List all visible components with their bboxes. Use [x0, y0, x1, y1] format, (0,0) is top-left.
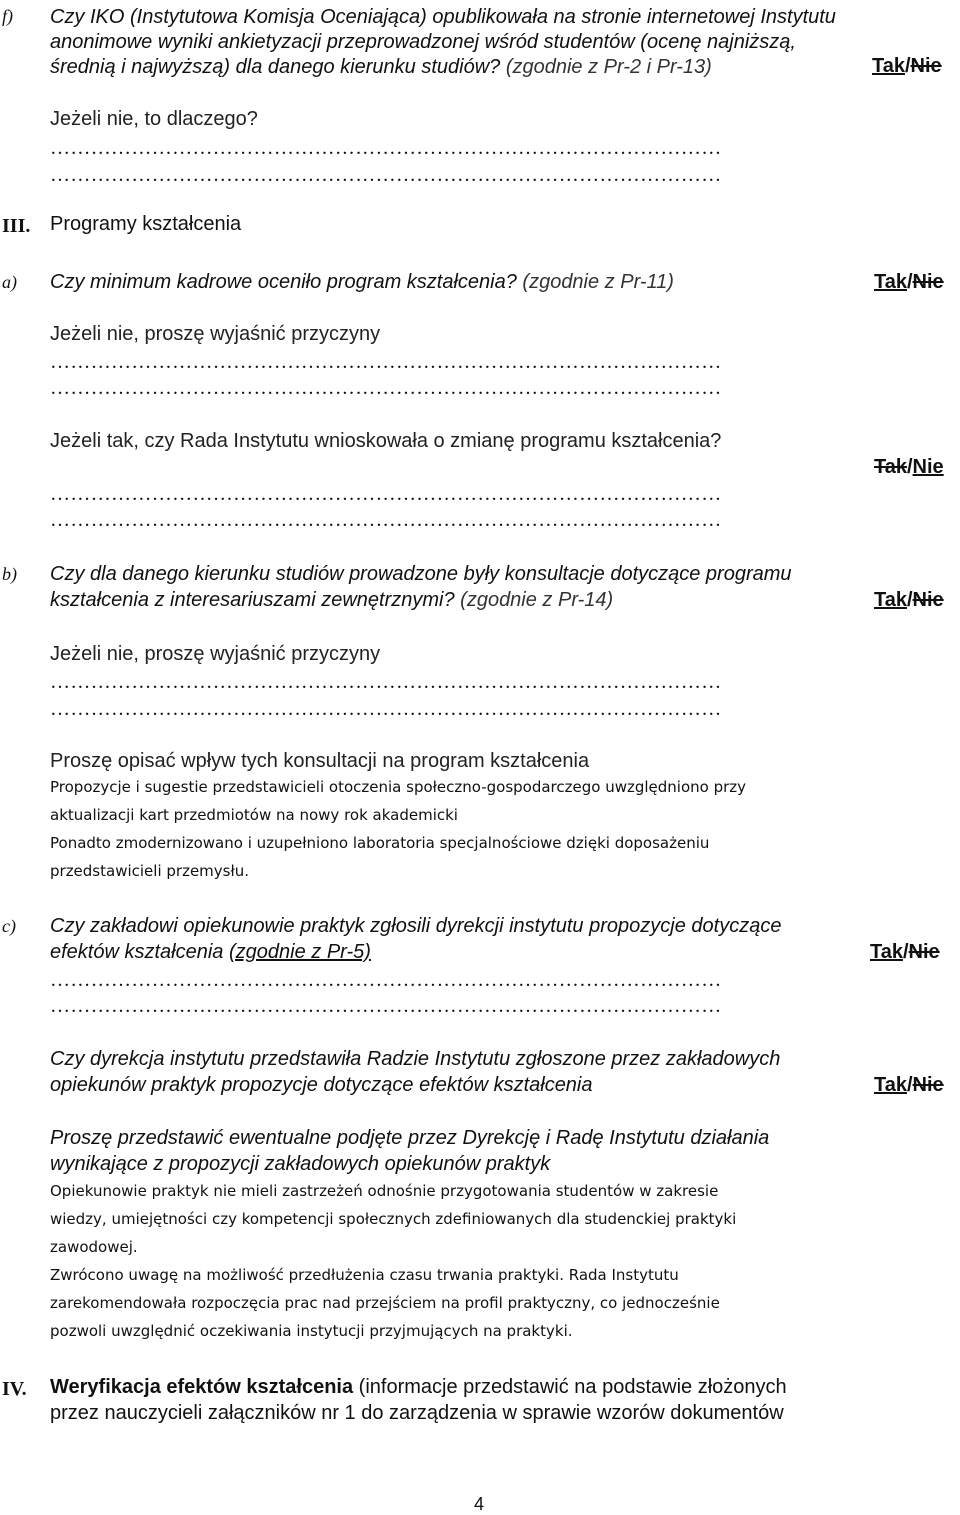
answer-yes: Tak [874, 271, 907, 293]
answer-yes: Tak [872, 55, 905, 77]
answer-yes: Tak [874, 589, 907, 611]
question-text: Czy minimum kadrowe oceniło program kształcenia? (zgodnie z Pr-11) [50, 271, 674, 293]
answer-text: pozwoli uwzględnić oczekiwania instytucji przyjmujących na praktyki. [50, 1322, 573, 1340]
follow-up-question: Proszę opisać wpływ tych konsultacji na program kształcenia [50, 750, 590, 772]
answer-no: Nie [912, 589, 944, 611]
follow-up-question: Jeżeli nie, proszę wyjaśnić przyczyny [50, 643, 381, 665]
answer-text: zarekomendowała rozpoczęcia prac nad przejściem na profil praktyczny, co jednocześnie [50, 1294, 720, 1312]
item-label-c: c) [2, 916, 16, 936]
follow-up-question: Jeżeli nie, to dlaczego? [50, 108, 258, 130]
question-text: opiekunów praktyk propozycje dotyczące efektów kształcenia [50, 1074, 593, 1096]
question-text: Czy IKO (Instytutowa Komisja Oceniająca) opublikowała na stronie internetowej Instytutu [50, 6, 836, 28]
answer-no: Nie [912, 1074, 944, 1096]
section-title: Programy kształcenia [50, 213, 242, 235]
answer-text: wiedzy, umiejętności czy kompetencji społecznych zdefiniowanych dla studenckiej praktyki [50, 1210, 737, 1228]
question-text: średnią i najwyższą) dla danego kierunku studiów? (zgodnie z Pr-2 i Pr-13) [50, 56, 712, 78]
answer-dotted-line: ……………………………………………………………………………………… [50, 137, 722, 159]
yes-no-answer: Tak/Nie [874, 271, 944, 293]
answer-dotted-line: ……………………………………………………………………………………… [50, 671, 722, 693]
answer-no: Nie [912, 271, 944, 293]
page-number: 4 [474, 1494, 485, 1514]
answer-dotted-line: ……………………………………………………………………………………… [50, 698, 722, 720]
question-text: Czy zakładowi opiekunowie praktyk zgłosili dyrekcji instytutu propozycje dotyczące [50, 915, 782, 937]
answer-no: Nie [912, 456, 944, 478]
answer-text: Zwrócono uwagę na możliwość przedłużenia czasu trwania praktyki. Rada Instytutu [50, 1266, 679, 1284]
answer-dotted-line: ……………………………………………………………………………………… [50, 969, 722, 991]
question-text: Czy dla danego kierunku studiów prowadzone były konsultacje dotyczące programu [50, 563, 792, 585]
section-number: IV. [2, 1378, 27, 1400]
answer-dotted-line: ……………………………………………………………………………………… [50, 164, 722, 186]
section-number: III. [2, 215, 31, 237]
question-text: Proszę przedstawić ewentualne podjęte przez Dyrekcję i Radę Instytutu działania [50, 1127, 770, 1149]
question-text: kształcenia z interesariuszami zewnętrznymi? (zgodnie z Pr-14) [50, 589, 614, 611]
question-text: Czy dyrekcja instytutu przedstawiła Radzie Instytutu zgłoszone przez zakładowych [50, 1048, 781, 1070]
yes-no-answer: Tak/Nie [874, 589, 944, 611]
follow-up-question: Jeżeli nie, proszę wyjaśnić przyczyny [50, 323, 381, 345]
answer-dotted-line: ……………………………………………………………………………………… [50, 483, 722, 505]
item-label-b: b) [2, 564, 17, 584]
answer-dotted-line: ……………………………………………………………………………………… [50, 377, 722, 399]
answer-dotted-line: ……………………………………………………………………………………… [50, 995, 722, 1017]
answer-text: Opiekunowie praktyk nie mieli zastrzeżeń odnośnie przygotowania studentów w zakresie [50, 1182, 719, 1200]
yes-no-answer: Tak/Nie [872, 55, 942, 77]
item-label-f: f) [2, 6, 13, 26]
section-subtitle: przez nauczycieli załączników nr 1 do zarządzenia w sprawie wzorów dokumentów [50, 1402, 784, 1424]
answer-text: Propozycje i sugestie przedstawicieli otoczenia społeczno-gospodarczego uwzględniono przy [50, 778, 747, 796]
yes-no-answer: Tak/Nie [870, 941, 940, 963]
question-text: efektów kształcenia (zgodnie z Pr-5) [50, 941, 371, 963]
answer-yes: Tak [874, 456, 907, 478]
follow-up-question: Jeżeli tak, czy Rada Instytutu wnioskowała o zmianę programu kształcenia? [50, 430, 722, 452]
answer-text: aktualizacji kart przedmiotów na nowy rok akademicki [50, 806, 458, 824]
answer-yes: Tak [870, 941, 903, 963]
answer-no: Nie [908, 941, 940, 963]
answer-dotted-line: ……………………………………………………………………………………… [50, 509, 722, 531]
answer-dotted-line: ……………………………………………………………………………………… [50, 351, 722, 373]
answer-text: Ponadto zmodernizowano i uzupełniono laboratoria specjalnościowe dzięki doposażeniu [50, 834, 710, 852]
yes-no-answer: Tak/Nie [874, 1074, 944, 1096]
answer-text: zawodowej. [50, 1238, 138, 1256]
answer-no: Nie [910, 55, 942, 77]
question-text: anonimowe wyniki ankietyzacji przeprowadzonej wśród studentów (ocenę najniższą, [50, 31, 796, 53]
section-title: Weryfikacja efektów kształcenia (informacje przedstawić na podstawie złożonych [50, 1376, 787, 1398]
item-label-a: a) [2, 272, 17, 292]
question-text: wynikające z propozycji zakładowych opiekunów praktyk [50, 1153, 551, 1175]
answer-yes: Tak [874, 1074, 907, 1096]
yes-no-answer: Tak/Nie [874, 456, 944, 478]
answer-text: przedstawicieli przemysłu. [50, 862, 250, 880]
